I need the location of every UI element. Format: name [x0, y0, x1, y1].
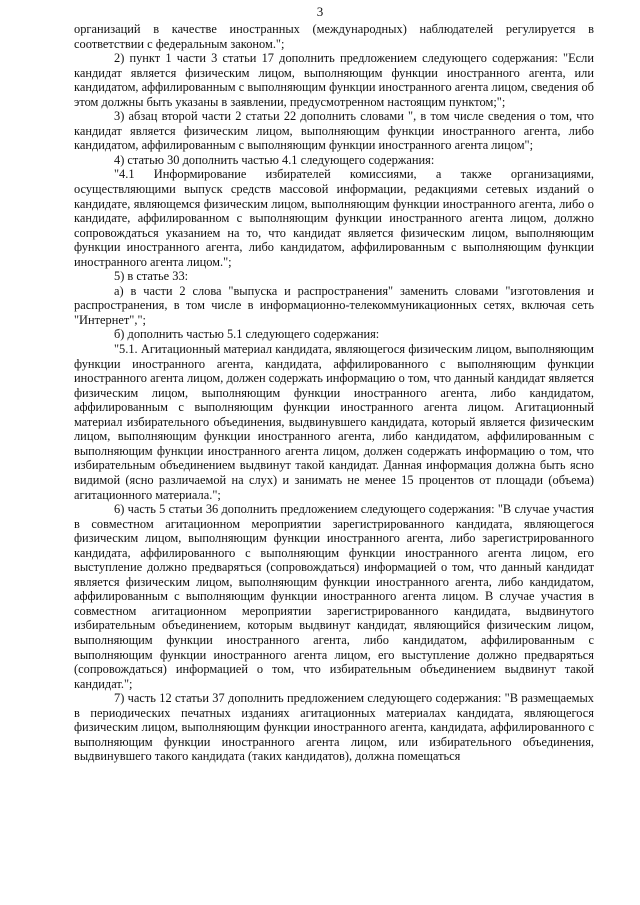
paragraph-8: "5.1. Агитационный материал кандидата, являющегося физическим лицом, выполняющим функции иностранного агента, кандидата, аффилированного с выполняющим функции иностранного агента лицом, должен содержать информацию о том, что данный кандидат является физическим лицом, выполняющим функции иностранного агента, либо кандидатом, аффилированным с выполняющим функции иностранного агента лицом. Агитационный материал избирательного объединения, выдвинувшего кандидата, который является физическим лицом, выполняющим функции иностранного агента, либо кандидатом, аффилированным с выполняющим функции иностранного агента лицом, должен содержать информацию о том, что избирательным объединением выдвинут такой кандидат. Данная информация должна быть ясно видимой (ясно различаемой на слух) и занимать не менее 15 процентов от площади (объема) агитационного материала."; — [74, 342, 594, 502]
paragraph-3: 4) статью 30 дополнить частью 4.1 следующего содержания: — [114, 152, 435, 167]
paragraph-0: организаций в качестве иностранных (международных) наблюдателей регулируется в соответствии с федеральным законом."; — [74, 22, 594, 51]
document-body — [74, 22, 594, 764]
paragraph-9: 6) часть 5 статьи 36 дополнить предложением следующего содержания: "В случае участия в совместном агитационном мероприятии зарегистрированного кандидата, являющегося физическим лицом, выполняющим функции иностранного агента, либо зарегистрированного кандидата, аффилированного с выполняющим функции иностранного агента лицом, его выступление должно предваряться (сопровождаться) информацией о том, что данный кандидат является физическим лицом, выполняющим функции иностранного агента, либо кандидатом, аффилированным с выполняющим функции иностранного агента лицом. В случае участия в совместном агитационном мероприятии зарегистрированного кандидата, выдвинутого избирательным объединением, которым выдвинут кандидат, являющийся физическим лицом, выполняющим функции иностранного агента, либо кандидатом, аффилированным с выполняющим функции иностранного агента лицом, его выступление должно предваряться (сопровождаться) информацией о том, что избирательным объединением выдвинут такой кандидат."; — [74, 502, 594, 691]
paragraph-7: б) дополнить частью 5.1 следующего содержания: — [114, 327, 380, 342]
paragraph-1: 2) пункт 1 части 3 статьи 17 дополнить предложением следующего содержания: "Если кандидат является физическим лицом, выполняющим функции иностранного агента, или кандидатом, аффилированным с выполняющим функции иностранного агента лицом, сведения об этом должны быть указаны в заявлении, предусмотренном настоящим пунктом;"; — [74, 51, 594, 109]
paragraph-4: "4.1 Информирование избирателей комиссиями, а также организациями, осуществляющими выпуск средств массовой информации, редакциями сетевых изданий о кандидате, являющемся физическим лицом, выполняющим функции иностранного агента, либо о кандидате, аффилированном с выполняющим функции иностранного агента лицом, должно сопровождаться указанием на то, что кандидат является физическим лицом, выполняющим функции иностранного агента, либо кандидатом, аффилированным с выполняющим функции иностранного агента лицом."; — [74, 167, 594, 269]
paragraph-2: 3) абзац второй части 2 статьи 22 дополнить словами ", в том числе сведения о том, что кандидат является физическим лицом, выполняющим функции иностранного агента, либо кандидатом, аффилированным с выполняющим функции иностранного агента лицом"; — [74, 109, 594, 153]
paragraph-5: 5) в статье 33: — [114, 269, 189, 284]
page-number: 3 — [316, 4, 324, 19]
paragraph-6: а) в части 2 слова "выпуска и распространения" заменить словами "изготовления и распространения, в том числе в информационно-телекоммуникационных сетях, включая сеть "Интернет","; — [74, 283, 594, 327]
paragraph-10: 7) часть 12 статьи 37 дополнить предложением следующего содержания: "В размещаемых в периодических печатных изданиях агитационных материалах кандидата, являющегося физическим лицом, выполняющим функции иностранного агента, кандидата, аффилированного с выполняющим функции иностранного агента лицом, или избирательного объединения, выдвинувшего такого кандидата (таких кандидатов), должна помещаться — [74, 691, 594, 764]
